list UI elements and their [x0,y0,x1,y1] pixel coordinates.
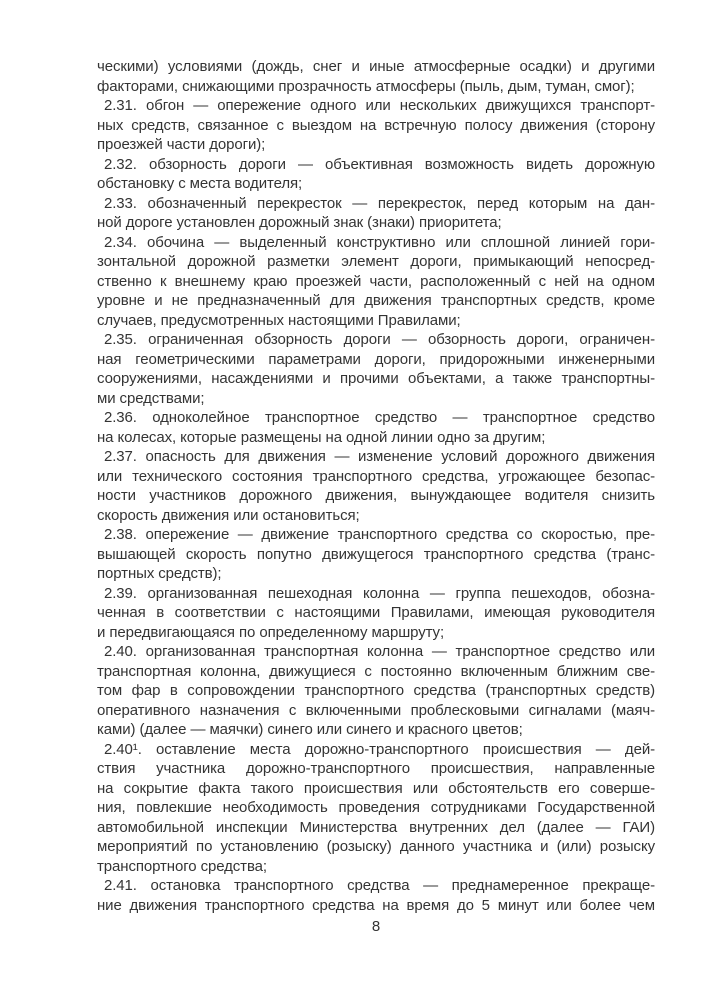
text-line: 2.36. одноколейное транспортное средство — транспортное средство [104,409,655,426]
text-line: автомобильной инспекции Министерства внутренних дел (далее — ГАИ) [97,818,655,836]
text-line: уровне и не предназначенный для движения транспортных средств, кроме [97,292,655,309]
text-line: ной дороге установлен дорожный знак (знаки) приоритета; [97,214,502,231]
text-line: оперативного назначения с включенными проблесковыми сигналами (маяч- [97,701,655,719]
text-line: обстановку с места водителя; [97,175,303,192]
text-line: мероприятий по установлению (розыску) данного участника и (или) розыску [97,838,655,855]
page-number: 8 [371,918,381,935]
text-line: 2.40¹. оставление места дорожно-транспортного происшествия — дей- [104,740,655,758]
text-line: 2.40. организованная транспортная колонна — транспортное средство или [104,643,655,660]
text-line: ние движения транспортного средства на время до 5 минут или более чем [97,896,655,914]
text-line: 2.38. опережение — движение транспортного средства со скоростью, пре- [104,526,655,543]
text-line: ния, повлекшие необходимость проведения сотрудниками Государственной [97,799,655,816]
text-line: ми средствами; [97,389,205,407]
text-line: 2.34. обочина — выделенный конструктивно или сплошной линией гори- [104,233,655,251]
text-line: на сокрытие факта такого происшествия или обстоятельств его соверше- [97,779,655,797]
text-line: том фар в сопровождении транспортного средства (транспортных средств) [97,682,655,699]
text-line: или технического состояния транспортного средства, угрожающее безопас- [97,467,655,485]
text-line: портных средств); [97,565,222,582]
page-footer [97,918,655,935]
text-line: ческими) условиями (дождь, снег и иные атмосферные осадки) и другими [97,58,655,75]
text-line: транспортная колонна, движущиеся с постоянно включенным ближним све- [97,662,655,680]
text-line: 2.39. организованная пешеходная колонна — группа пешеходов, обозна- [104,584,655,602]
text-line: зонтальной дорожной разметки элемент дороги, примыкающий непосред- [97,253,655,270]
text-line: 2.33. обозначенный перекресток — перекресток, перед которым на дан- [104,194,655,212]
text-line: и передвигающаяся по определенному маршруту; [97,623,445,641]
text-line: ная геометрическими параметрами дороги, придорожными инженерными [97,350,655,368]
text-block [97,57,655,915]
text-line: 2.41. остановка транспортного средства — преднамеренное прекраще- [104,877,655,894]
text-line: ности участников дорожного движения, вынуждающее водителя снизить [97,487,655,504]
text-line: 2.35. ограниченная обзорность дороги — обзорность дороги, ограничен- [104,331,655,348]
text-line: ками) (далее — маячки) синего или синего и красного цветов; [97,721,523,738]
text-line: на колесах, которые размещены на одной линии одно за другим; [97,428,546,446]
text-line: проезжей части дороги); [97,136,266,153]
text-line: ственно к внешнему краю проезжей части, расположенный с ней на одном [97,272,655,290]
text-line: факторами, снижающими прозрачность атмосферы (пыль, дым, туман, смог); [97,77,635,95]
text-line: сооружениями, насаждениями и прочими объектами, а также транспортны- [97,370,655,387]
text-line: ных средств, связанное с выездом на встречную полосу движения (сторону [97,116,655,134]
text-line: 2.37. опасность для движения — изменение условий дорожного движения [104,448,655,465]
text-line: 2.31. обгон — опережение одного или нескольких движущихся транспорт- [104,97,655,114]
text-line: 2.32. обзорность дороги — объективная возможность видеть дорожную [104,155,655,173]
text-line: вышающей скорость попутно движущегося транспортного средства (транс- [97,545,655,563]
text-line: случаев, предусмотренных настоящими Правилами; [97,311,461,329]
text-line: ченная в соответствии с настоящими Правилами, имеющая руководителя [97,604,655,621]
text-line: ствия участника дорожно-транспортного происшествия, направленные [97,760,655,777]
text-line: скорость движения или остановиться; [97,506,360,524]
text-line: транспортного средства; [97,857,267,875]
